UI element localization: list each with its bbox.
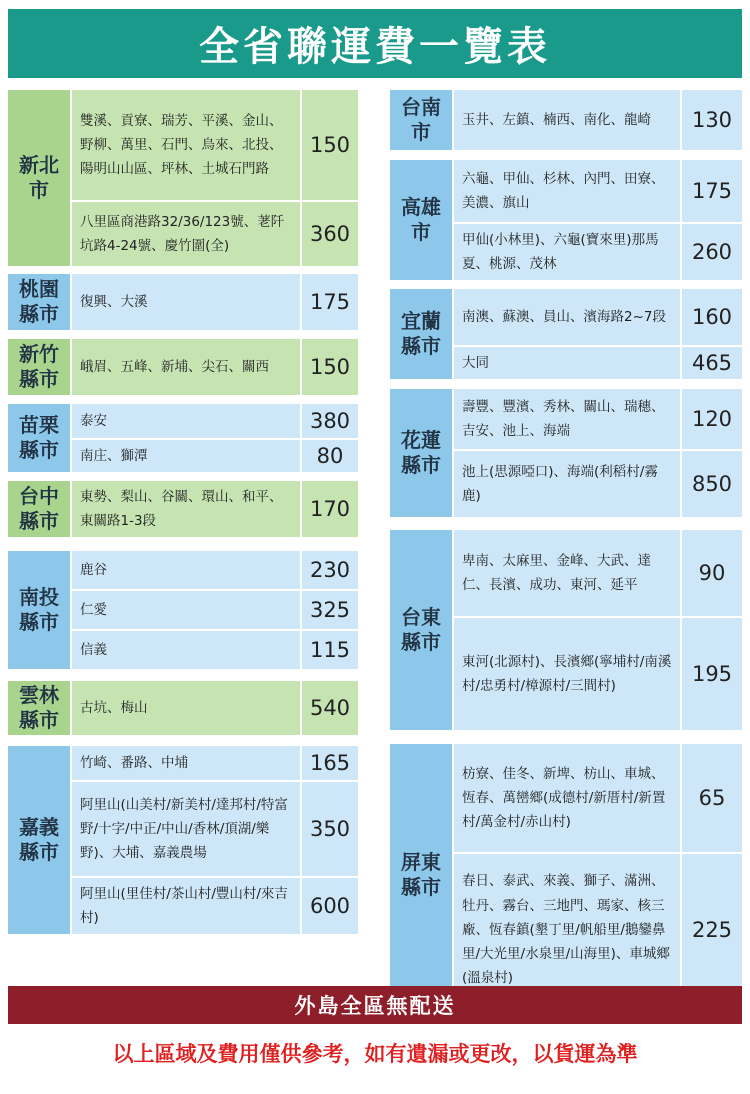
region-block <box>390 160 742 280</box>
area-list: 甲仙(小林里)、六龜(寶來里)那馬夏、桃源、茂林 <box>454 224 680 280</box>
area-list: 六龜、甲仙、杉林、內門、田寮、美濃、旗山 <box>454 160 680 222</box>
area-list: 南澳、蘇澳、員山、濱海路2~7段 <box>454 289 680 345</box>
price-value: 225 <box>682 854 742 1006</box>
table-row <box>452 744 742 852</box>
table-row <box>70 90 358 200</box>
region-name-text: 高雄市 <box>401 195 441 244</box>
table-row <box>70 878 358 934</box>
price-value: 350 <box>302 782 358 876</box>
region-name <box>390 530 452 730</box>
price-value: 600 <box>302 878 358 934</box>
table-row <box>70 631 358 669</box>
price-value: 360 <box>302 202 358 266</box>
area-list: 玉井、左鎮、楠西、南化、龍崎 <box>454 90 680 150</box>
region-rows <box>70 404 358 472</box>
page-title: 全省聯運費一覽表 <box>199 24 551 70</box>
price-value: 850 <box>682 451 742 517</box>
region-name <box>390 160 452 280</box>
price-value: 175 <box>302 274 358 330</box>
region-rows <box>452 530 742 730</box>
area-list: 東勢、梨山、谷關、環山、和平、東關路1-3段 <box>72 481 300 537</box>
region-rows <box>70 339 358 395</box>
title-banner <box>8 9 742 78</box>
table-row <box>70 274 358 330</box>
right-column <box>390 90 742 1014</box>
region-block <box>390 744 742 1006</box>
price-value: 260 <box>682 224 742 280</box>
area-list: 阿里山(里佳村/茶山村/豐山村/來吉村) <box>72 878 300 934</box>
region-name <box>8 681 70 735</box>
area-list: 池上(思源啞口)、海端(利稻村/霧鹿) <box>454 451 680 517</box>
region-name-text: 台南市 <box>401 95 441 144</box>
region-name <box>390 744 452 1006</box>
price-value: 230 <box>302 551 358 589</box>
region-name <box>8 90 70 266</box>
region-rows <box>70 551 358 669</box>
table-row <box>70 404 358 438</box>
region-block <box>390 530 742 730</box>
region-name-text: 花蓮縣市 <box>401 428 441 477</box>
region-name-text: 新北市 <box>19 153 59 202</box>
no-delivery-text: 外島全區無配送 <box>294 994 456 1018</box>
price-value: 150 <box>302 339 358 395</box>
area-list: 信義 <box>72 631 300 669</box>
region-block <box>8 481 358 537</box>
table-row <box>70 746 358 780</box>
area-list: 阿里山(山美村/新美村/達邦村/特富野/十字/中正/中山/香林/頂湖/樂野)、大埔、嘉義農場 <box>72 782 300 876</box>
area-list: 枋寮、佳冬、新埤、枋山、車城、恆春、萬巒鄉(成德村/新厝村/新置村/萬金村/赤山村) <box>454 744 680 852</box>
region-rows <box>452 389 742 517</box>
region-name <box>8 339 70 395</box>
table-row <box>452 347 742 379</box>
table-row <box>452 389 742 449</box>
region-rows <box>70 746 358 934</box>
area-list: 大同 <box>454 347 680 379</box>
region-block <box>8 746 358 934</box>
table-row <box>70 202 358 266</box>
region-rows <box>70 90 358 266</box>
no-delivery-banner <box>8 986 742 1024</box>
region-name <box>8 404 70 472</box>
price-value: 150 <box>302 90 358 200</box>
region-name <box>8 746 70 934</box>
region-block <box>390 289 742 379</box>
table-row <box>452 618 742 730</box>
table-row <box>70 551 358 589</box>
region-block <box>8 404 358 472</box>
region-rows <box>70 481 358 537</box>
table-row <box>452 224 742 280</box>
table-row <box>70 481 358 537</box>
disclaimer-note: 以上區域及費用僅供參考，如有遺漏或更改，以貨運為準 <box>112 1042 638 1066</box>
price-value: 540 <box>302 681 358 735</box>
region-name-text: 屏東縣市 <box>401 850 441 899</box>
area-list: 泰安 <box>72 404 300 438</box>
area-list: 壽豐、豐濱、秀林、關山、瑞穗、吉安、池上、海端 <box>454 389 680 449</box>
table-row <box>452 854 742 1006</box>
price-value: 90 <box>682 530 742 616</box>
price-value: 465 <box>682 347 742 379</box>
price-value: 80 <box>302 440 358 472</box>
region-name-text: 桃園縣市 <box>19 277 59 326</box>
table-row <box>70 591 358 629</box>
region-name-text: 雲林縣市 <box>19 683 59 732</box>
price-value: 130 <box>682 90 742 150</box>
area-list: 南庄、獅潭 <box>72 440 300 472</box>
region-name <box>390 389 452 517</box>
region-rows <box>452 90 742 150</box>
region-name-text: 新竹縣市 <box>19 342 59 391</box>
region-rows <box>452 160 742 280</box>
area-list: 竹崎、番路、中埔 <box>72 746 300 780</box>
region-rows <box>452 289 742 379</box>
table-row <box>70 681 358 735</box>
area-list: 東河(北源村)、長濱鄉(寧埔村/南溪村/忠勇村/樟源村/三間村) <box>454 618 680 730</box>
region-name-text: 宜蘭縣市 <box>401 309 441 358</box>
region-name-text: 台中縣市 <box>19 484 59 533</box>
region-block <box>8 90 358 266</box>
price-value: 120 <box>682 389 742 449</box>
area-list: 峨眉、五峰、新埔、尖石、關西 <box>72 339 300 395</box>
region-rows <box>70 274 358 330</box>
region-rows <box>70 681 358 735</box>
area-list: 鹿谷 <box>72 551 300 589</box>
left-column <box>8 90 358 942</box>
region-block <box>8 551 358 669</box>
region-name <box>390 289 452 379</box>
region-name <box>8 274 70 330</box>
region-rows <box>452 744 742 1006</box>
price-value: 380 <box>302 404 358 438</box>
region-block <box>390 389 742 517</box>
price-value: 115 <box>302 631 358 669</box>
table-row <box>452 160 742 222</box>
area-list: 八里區商港路32/36/123號、荖阡坑路4-24號、慶竹圍(全) <box>72 202 300 266</box>
price-value: 195 <box>682 618 742 730</box>
table-row <box>70 440 358 472</box>
table-row <box>452 90 742 150</box>
region-name <box>8 551 70 669</box>
region-name-text: 台東縣市 <box>401 605 441 654</box>
price-value: 175 <box>682 160 742 222</box>
price-value: 325 <box>302 591 358 629</box>
region-block <box>8 681 358 735</box>
table-row <box>452 451 742 517</box>
table-row <box>70 782 358 876</box>
region-name-text: 嘉義縣市 <box>19 815 59 864</box>
region-block <box>390 90 742 150</box>
region-block <box>8 339 358 395</box>
region-name-text: 南投縣市 <box>19 585 59 634</box>
price-value: 65 <box>682 744 742 852</box>
area-list: 雙溪、貢寮、瑞芳、平溪、金山、野柳、萬里、石門、烏來、北投、陽明山山區、坪林、土城石門路 <box>72 90 300 200</box>
area-list: 春日、泰武、來義、獅子、滿洲、牡丹、霧台、三地門、瑪家、核三廠、恆春鎮(墾丁里/帆船里/鵝鑾鼻里/大光里/水泉里/山海里)、車城鄉(溫泉村) <box>454 854 680 1006</box>
table-row <box>452 530 742 616</box>
region-name <box>8 481 70 537</box>
price-value: 165 <box>302 746 358 780</box>
table-row <box>70 339 358 395</box>
area-list: 卑南、太麻里、金峰、大武、達仁、長濱、成功、東河、延平 <box>454 530 680 616</box>
price-value: 170 <box>302 481 358 537</box>
area-list: 復興、大溪 <box>72 274 300 330</box>
region-name <box>390 90 452 150</box>
price-value: 160 <box>682 289 742 345</box>
area-list: 仁愛 <box>72 591 300 629</box>
area-list: 古坑、梅山 <box>72 681 300 735</box>
region-name-text: 苗栗縣市 <box>19 413 59 462</box>
table-row <box>452 289 742 345</box>
region-block <box>8 274 358 330</box>
